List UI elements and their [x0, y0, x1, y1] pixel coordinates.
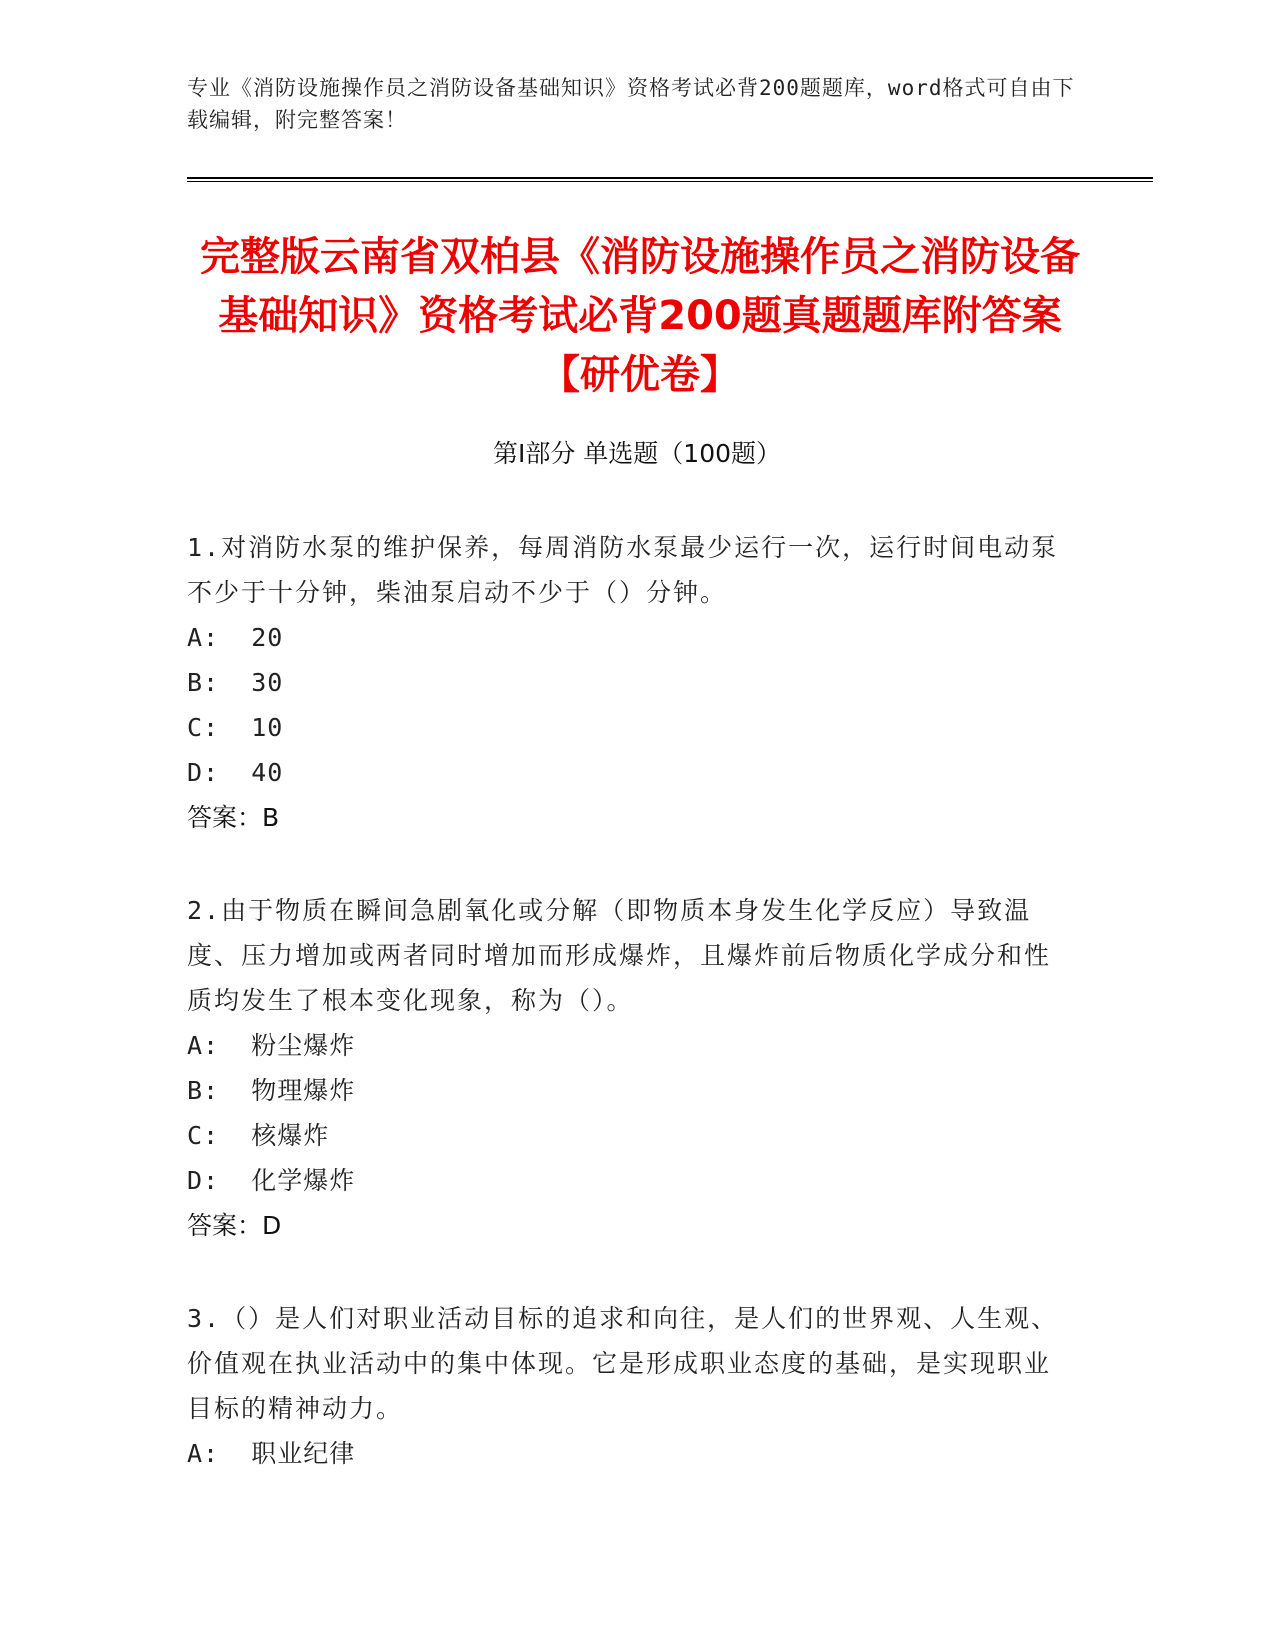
option-c: C: 10 — [187, 713, 284, 742]
option-a: A: 职业纪律 — [187, 1439, 356, 1468]
question-stem: 3.（）是人们对职业活动目标的追求和向往，是人们的世界观、人生观、价值观在执业活动中的集中体现。它是形成职业态度的基础，是实现职业目标的精神动力。 — [187, 1304, 1059, 1423]
option-a: A: 粉尘爆炸 — [187, 1031, 356, 1060]
answer-label: 答案：B — [187, 803, 280, 832]
question-2 — [187, 888, 1067, 1248]
header-note: 专业《消防设施操作员之消防设备基础知识》资格考试必背200题题库，word格式可自由下载编辑，附完整答案！ — [187, 76, 1075, 132]
question-3 — [187, 1296, 1067, 1476]
document-title: 完整版云南省双柏县《消防设施操作员之消防设备基础知识》资格考试必背200题真题题库附答案【研优卷】 — [200, 234, 1080, 398]
answer-label: 答案：D — [187, 1211, 282, 1240]
option-b: B: 30 — [187, 668, 284, 697]
option-b: B: 物理爆炸 — [187, 1076, 356, 1105]
question-stem: 2.由于物质在瞬间急剧氧化或分解（即物质本身发生化学反应）导致温度、压力增加或两者同时增加而形成爆炸，且爆炸前后物质化学成分和性质均发生了根本变化现象，称为（）。 — [187, 896, 1052, 1015]
option-a: A: 20 — [187, 623, 284, 652]
question-1 — [187, 525, 1067, 840]
question-stem: 1.对消防水泵的维护保养，每周消防水泵最少运行一次，运行时间电动泵不少于十分钟，柴油泵启动不少于（）分钟。 — [187, 533, 1059, 607]
section-title: 第Ⅰ部分 单选题（100题） — [492, 439, 782, 468]
option-d: D: 化学爆炸 — [187, 1166, 356, 1195]
divider-thin-line — [187, 181, 1153, 182]
option-c: C: 核爆炸 — [187, 1121, 330, 1150]
header-divider — [187, 177, 1153, 182]
option-d: D: 40 — [187, 758, 284, 787]
divider-thick-line — [187, 177, 1153, 179]
